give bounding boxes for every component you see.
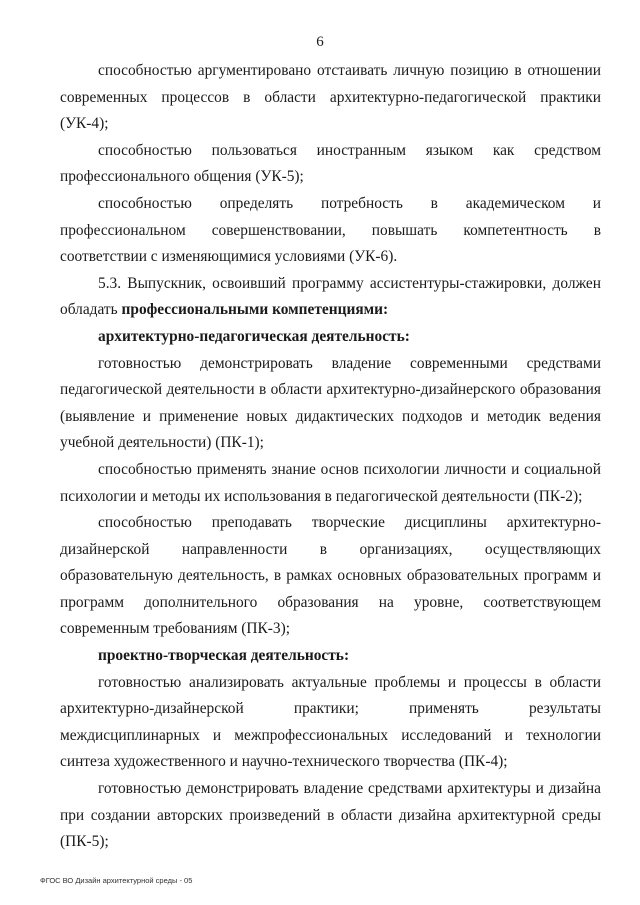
paragraph-pk1: готовностью демонстрировать владение современными средствами педагогической деятельности в области архитектурно-дизайнерского образования (выявление и применение новых дидактических подходов и методик ведения учебной деятельности) (ПК-1); [60,354,601,452]
paragraph-uk6: способностью определять потребность в академическом и профессиональном совершенствовании, повышать компетентность в соответствии с изменяющимися условиями (УК-6). [60,194,601,266]
page-number: 6 [316,34,324,50]
paragraph-pk4: готовностью анализировать актуальные проблемы и процессы в области архитектурно-дизайнерской практики; применять результаты междисциплинарных и межпрофессиональных исследований и технологии синтеза художественного и научно-технического творчества (ПК-4); [60,673,601,771]
paragraph-pk2: способностью применять знание основ психологии личности и социальной психологии и методы их использования в педагогической деятельности (ПК-2); [60,460,601,505]
section-5-3-bold: профессиональными компетенциями: [121,301,389,319]
paragraph-pk5: готовностью демонстрировать владение средствами архитектуры и дизайна при создании авторских произведений в области дизайна архитектурной среды (ПК-5); [60,780,601,851]
paragraph-uk5: способностью пользоваться иностранным языком как средством профессионального общения (УК-5); [60,141,601,186]
paragraph-pk3: способностью преподавать творческие дисциплины архитектурно-дизайнерской направленности в организациях, осуществляющих образовательную деятельность, в рамках основных образовательных программ и программ дополнительного образования на уровне, соответствующем современным требованиям (ПК-3); [60,514,601,638]
heading-pedagogical-activity: архитектурно-педагогическая деятельность: [98,327,410,345]
section-5-3 [60,271,601,324]
section-5-3-lead: 5.3. Выпускник, освоивший программу ассистентуры-стажировки, должен обладать [60,274,601,319]
document-body [60,58,601,856]
paragraph-uk4: способностью аргументировано отстаивать личную позицию в отношении современных процессов в области архитектурно-педагогической практики (УК-4); [60,62,601,133]
page-footer: ФГОС ВО Дизайн архитектурной среды - 05 [40,876,193,885]
heading-project-activity: проектно-творческая деятельность: [98,647,350,665]
